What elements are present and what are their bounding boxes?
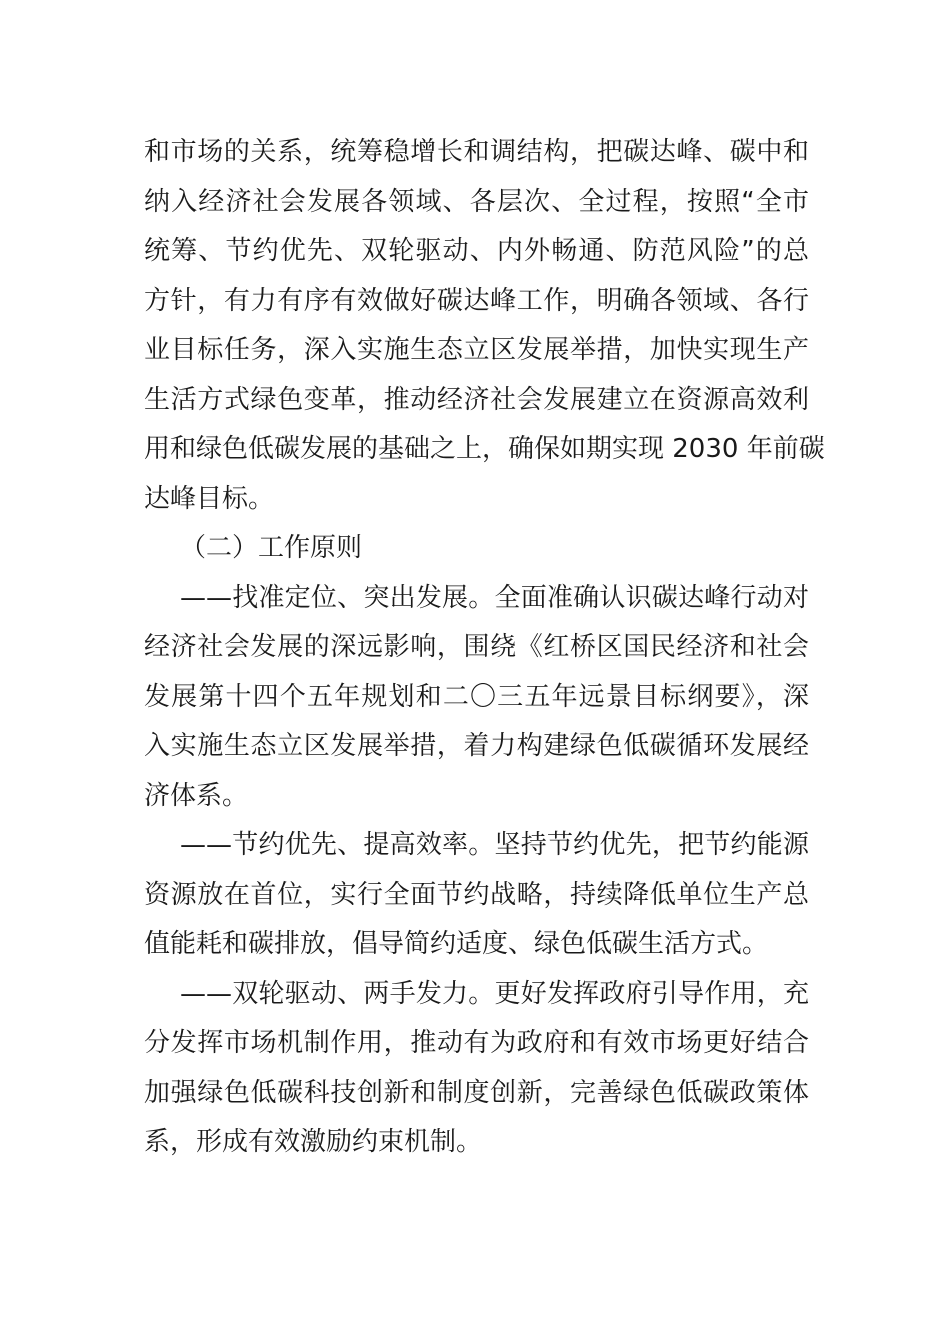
text-line: 和市场的关系，统筹稳增长和调结构，把碳达峰、碳中和	[144, 137, 809, 167]
text-line: 系，形成有效激励约束机制。	[144, 1127, 483, 1157]
text-line: 纳入经济社会发展各领域、各层次、全过程，按照“全市	[144, 186, 809, 217]
text-line: 资源放在首位，实行全面节约战略，持续降低单位生产总	[144, 879, 809, 910]
text-line: 入实施生态立区发展举措，着力构建绿色低碳循环发展经	[144, 731, 809, 761]
text-line: 值能耗和碳排放，倡导简约适度、绿色低碳生活方式。	[144, 929, 769, 959]
section-heading: （二）工作原则	[180, 533, 363, 563]
text-line: 济体系。	[144, 780, 249, 811]
document-body	[144, 128, 825, 1168]
text-line: 用和绿色低碳发展的基础之上，确保如期实现 2030 年前碳	[144, 434, 825, 464]
text-line: 达峰目标。	[144, 483, 275, 514]
text-line: 经济社会发展的深远影响，围绕《红桥区国民经济和社会	[144, 632, 809, 662]
text-line: 分发挥市场机制作用，推动有为政府和有效市场更好结合	[144, 1028, 809, 1058]
text-line: 发展第十四个五年规划和二〇三五年远景目标纲要》，深	[144, 681, 809, 712]
text-line: ——找准定位、突出发展。全面准确认识碳达峰行动对	[180, 582, 809, 613]
text-line: 加强绿色低碳科技创新和制度创新，完善绿色低碳政策体	[144, 1077, 809, 1108]
text-line: ——双轮驱动、两手发力。更好发挥政府引导作用，充	[180, 978, 809, 1009]
text-line: 方针，有力有序有效做好碳达峰工作，明确各领域、各行	[144, 285, 809, 316]
text-line: 业目标任务，深入实施生态立区发展举措，加快实现生产	[144, 335, 809, 365]
text-line: ——节约优先、提高效率。坚持节约优先，把节约能源	[180, 830, 809, 860]
text-line: 统筹、节约优先、双轮驱动、内外畅通、防范风险”的总	[144, 236, 809, 266]
text-line: 生活方式绿色变革，推动经济社会发展建立在资源高效利	[144, 384, 809, 415]
